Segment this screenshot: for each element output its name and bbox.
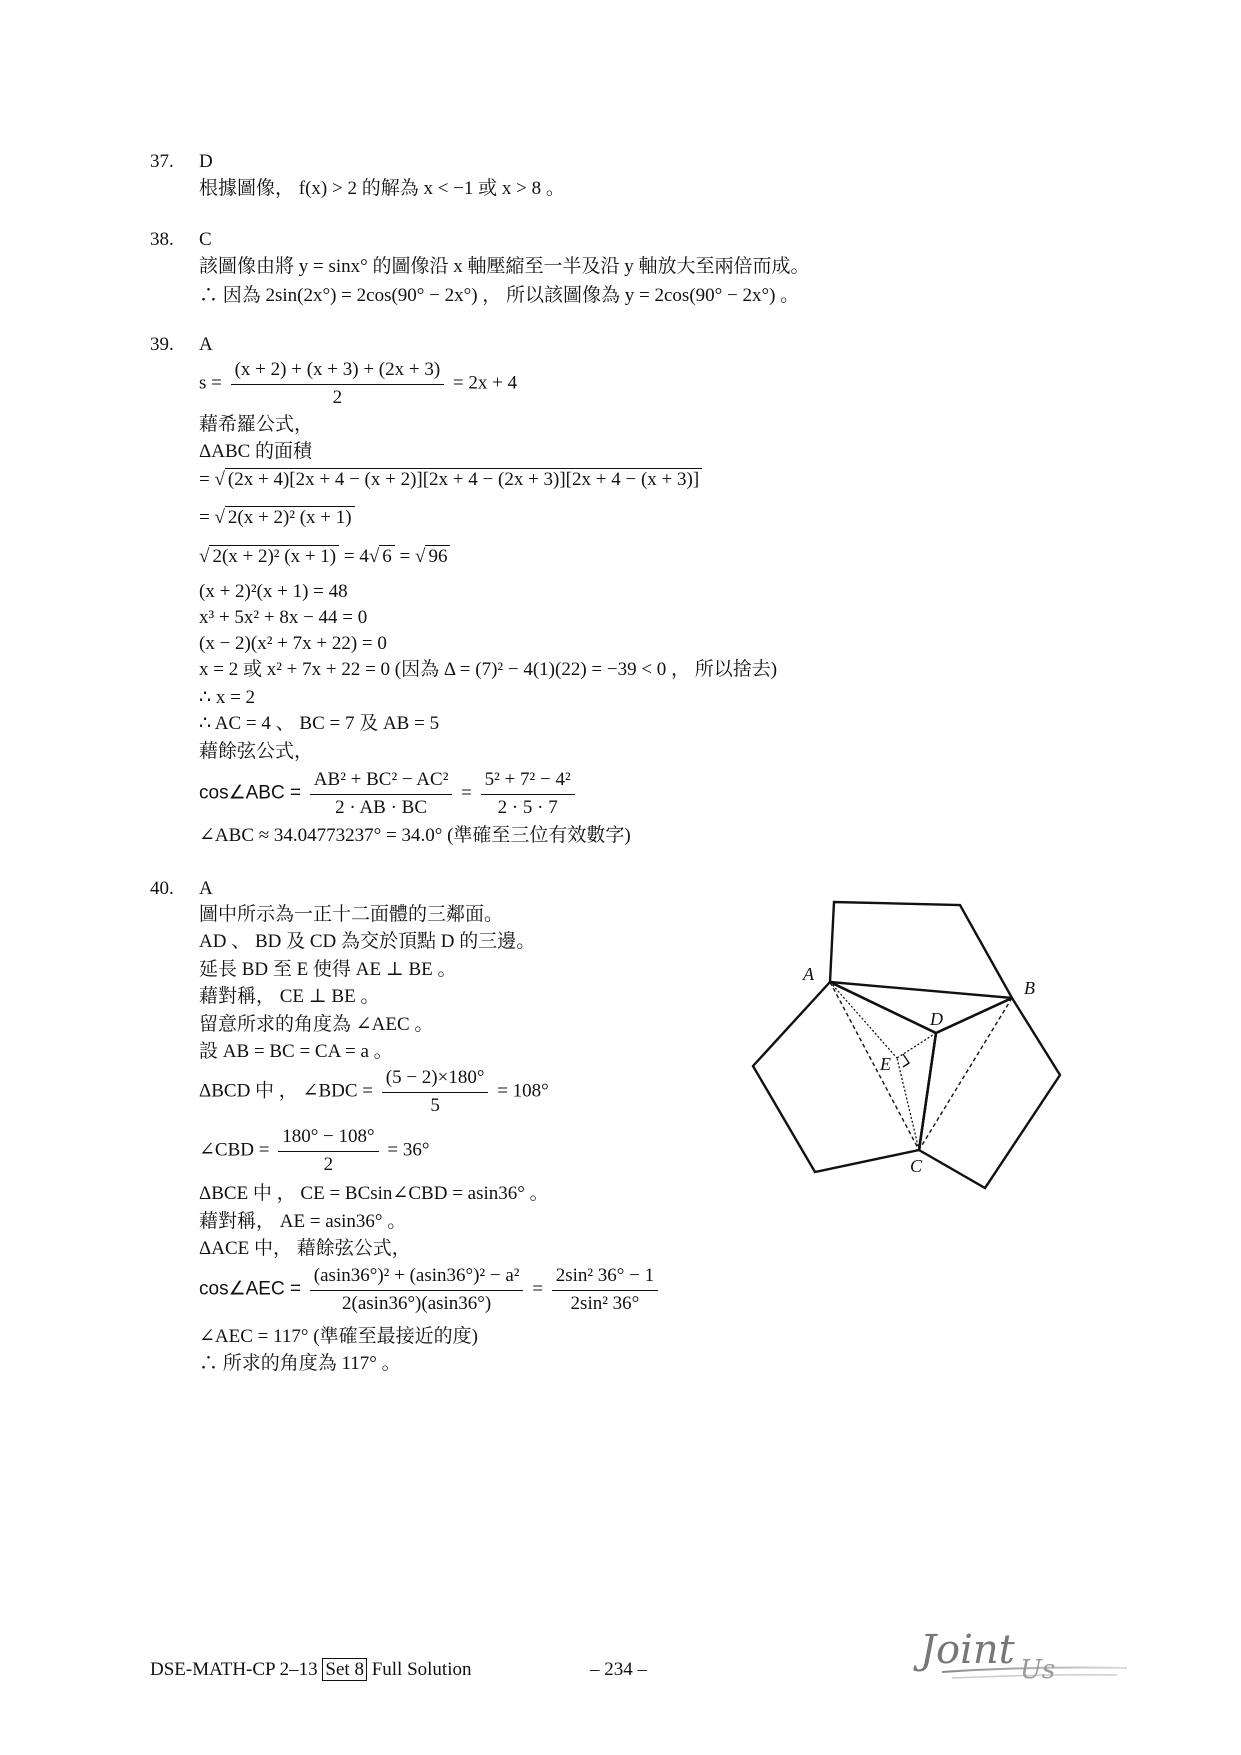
solution-line: 該圖像由將 y = sinx° 的圖像沿 x 軸壓縮至一半及沿 y 軸放大至兩倍而成。: [199, 256, 810, 277]
solution-line: ∴ 因為 2sin(2x°) = 2cos(90° − 2x°) ， 所以該圖像為 y = 2cos(90° − 2x°) 。: [199, 285, 800, 306]
vertex-label-e: E: [880, 1054, 891, 1074]
solution-line: 藉餘弦公式，: [199, 741, 314, 762]
square-root: √ 96: [415, 545, 450, 570]
numerator: 5² + 7² − 4²: [481, 768, 575, 795]
denominator: 2sin² 36°: [570, 1292, 640, 1314]
numerator: (asin36°)² + (asin36°)² − a²: [310, 1264, 524, 1291]
vertex-label-b: B: [1024, 978, 1035, 998]
angle-aec-equation: [199, 1264, 662, 1316]
question-number: 38.: [150, 229, 174, 250]
denominator: 2(asin36°)(asin36°): [342, 1292, 492, 1314]
solution-line: (x − 2)(x² + 7x + 22) = 0: [199, 633, 387, 654]
jointus-logo: [912, 1618, 1132, 1688]
solution-line: ∠AEC = 117° (準確至最接近的度): [199, 1326, 478, 1347]
cbd-lhs: ∠CBD =: [199, 1139, 270, 1161]
aec-fraction-1: [310, 1264, 524, 1316]
answer-letter: A: [199, 334, 213, 355]
footer-set-box: Set 8: [322, 1658, 367, 1681]
solution-line: ∴ x = 2: [199, 687, 256, 708]
question-number: 37.: [150, 151, 174, 172]
equals-sign: =: [199, 469, 210, 490]
denominator: 2 · 5 · 7: [497, 796, 558, 818]
radicand: (2x + 4)[2x + 4 − (x + 2)][2x + 4 − (2x + 3)][2x + 4 − (x + 3)]: [225, 468, 702, 490]
cbd-rhs: = 36°: [387, 1139, 430, 1161]
cos-fraction-1: [310, 768, 453, 820]
vertex-label-a: A: [803, 964, 814, 984]
dotted-ce: [897, 1058, 919, 1150]
angle-cbd-equation: [199, 1125, 429, 1177]
solution-line: ΔBCE 中 ， CE = BCsin∠CBD = asin36° 。: [199, 1183, 549, 1204]
vertex-label-d: D: [930, 1009, 943, 1029]
radicand: 96: [425, 545, 450, 567]
equals-sign: =: [199, 507, 210, 528]
solution-line: 延長 BD 至 E 使得 AE ⊥ BE 。: [199, 959, 457, 980]
radicand: 2(x + 2)² (x + 1): [225, 506, 355, 528]
footer-title: Full Solution: [371, 1659, 472, 1680]
radicand: 6: [379, 545, 395, 567]
equation-text: = 4: [343, 546, 369, 567]
equals-sign: =: [399, 546, 411, 567]
dodecahedron-figure: [740, 880, 1080, 1190]
numerator: AB² + BC² − AC²: [310, 768, 453, 795]
page-number: – 234 –: [590, 1659, 647, 1680]
aec-lhs: cos∠AEC =: [199, 1278, 302, 1300]
solution-line: 留意所求的角度為 ∠AEC 。: [199, 1014, 434, 1035]
numerator: 180° − 108°: [278, 1125, 378, 1152]
s-fraction: [231, 358, 445, 410]
solution-line: 藉對稱， AE = asin36° 。: [199, 1211, 407, 1232]
footer-code: DSE-MATH-CP 2–13: [150, 1659, 318, 1680]
solution-line: 設 AB = BC = CA = a 。: [199, 1041, 393, 1062]
area-equation-2: [199, 506, 355, 531]
solution-line: 藉希羅公式，: [199, 414, 314, 435]
denominator: 2: [323, 1153, 334, 1175]
bdc-fraction: [382, 1066, 489, 1118]
vertex-label-c: C: [910, 1156, 923, 1176]
footer-document-code: [150, 1658, 471, 1683]
equals-sign: =: [532, 1278, 543, 1300]
equals-sign: =: [461, 782, 472, 804]
numerator: (5 − 2)×180°: [382, 1066, 489, 1093]
solution-line: 圖中所示為一正十二面體的三鄰面。: [199, 904, 504, 925]
question-number: 40.: [150, 878, 174, 899]
s-lhs: s =: [199, 372, 222, 394]
question-number: 39.: [150, 334, 174, 355]
aec-fraction-2: [552, 1264, 658, 1316]
radicand: 2(x + 2)² (x + 1): [209, 545, 339, 567]
square-root: √ 2(x + 2)² (x + 1): [199, 545, 339, 570]
denominator: 2 · AB · BC: [335, 796, 428, 818]
solution-line: x = 2 或 x² + 7x + 22 = 0 (因為 Δ = (7)² − 4(1)(22) = −39 < 0 ， 所以捨去): [199, 659, 778, 680]
square-root: √ (2x + 4)[2x + 4 − (x + 2)][2x + 4 − (2x + 3)][2x + 4 − (x + 3)]: [214, 468, 702, 493]
right-angle-marker: [903, 1054, 909, 1067]
s-numerator: (x + 2) + (x + 3) + (2x + 3): [231, 358, 445, 385]
s-denominator: 2: [332, 386, 343, 408]
denominator: 5: [430, 1094, 440, 1116]
edge-bd: [936, 998, 1012, 1033]
cos-fraction-2: [481, 768, 575, 820]
solution-line: x³ + 5x² + 8x − 44 = 0: [199, 607, 368, 628]
solution-line: 藉對稱， CE ⊥ BE 。: [199, 986, 380, 1007]
solution-line: ΔACE 中， 藉餘弦公式，: [199, 1238, 411, 1259]
numerator: 2sin² 36° − 1: [552, 1264, 658, 1291]
solution-line: ∠ABC ≈ 34.04773237° = 34.0° (準確至三位有效數字): [199, 825, 631, 846]
bdc-lhs: ΔBCD 中 ， ∠BDC =: [199, 1080, 373, 1102]
solution-line: 根據圖像， f(x) > 2 的解為 x < −1 或 x > 8 。: [199, 178, 565, 199]
semi-perimeter-equation: [199, 358, 517, 410]
answer-letter: C: [199, 229, 212, 250]
logo-text-joint: Joint: [920, 1627, 1015, 1673]
cos-lhs: cos∠ABC =: [199, 782, 302, 804]
solution-line: ΔABC 的面積: [199, 441, 313, 462]
answer-letter: A: [199, 878, 213, 899]
pentagon-face-top: [830, 902, 1012, 998]
solution-line: ∴ AC = 4 、 BC = 7 及 AB = 5: [199, 713, 440, 734]
logo-text-us: Us: [1020, 1655, 1056, 1685]
edge-cd: [919, 1033, 936, 1150]
square-root: √ 2(x + 2)² (x + 1): [214, 506, 354, 531]
square-root: √ 6: [369, 545, 395, 570]
cbd-fraction: [278, 1125, 378, 1177]
area-equation-3: [199, 545, 450, 570]
angle-bdc-equation: [199, 1066, 549, 1118]
area-equation-1: [199, 468, 702, 493]
answer-letter: D: [199, 151, 213, 172]
solution-line: ∴ 所求的角度為 117° 。: [199, 1353, 401, 1374]
solution-line: AD 、 BD 及 CD 為交於頂點 D 的三邊。: [199, 931, 536, 952]
bdc-rhs: = 108°: [497, 1080, 549, 1102]
solution-line: (x + 2)²(x + 1) = 48: [199, 581, 348, 602]
cosine-equation: [199, 768, 579, 820]
s-rhs: = 2x + 4: [452, 372, 518, 394]
